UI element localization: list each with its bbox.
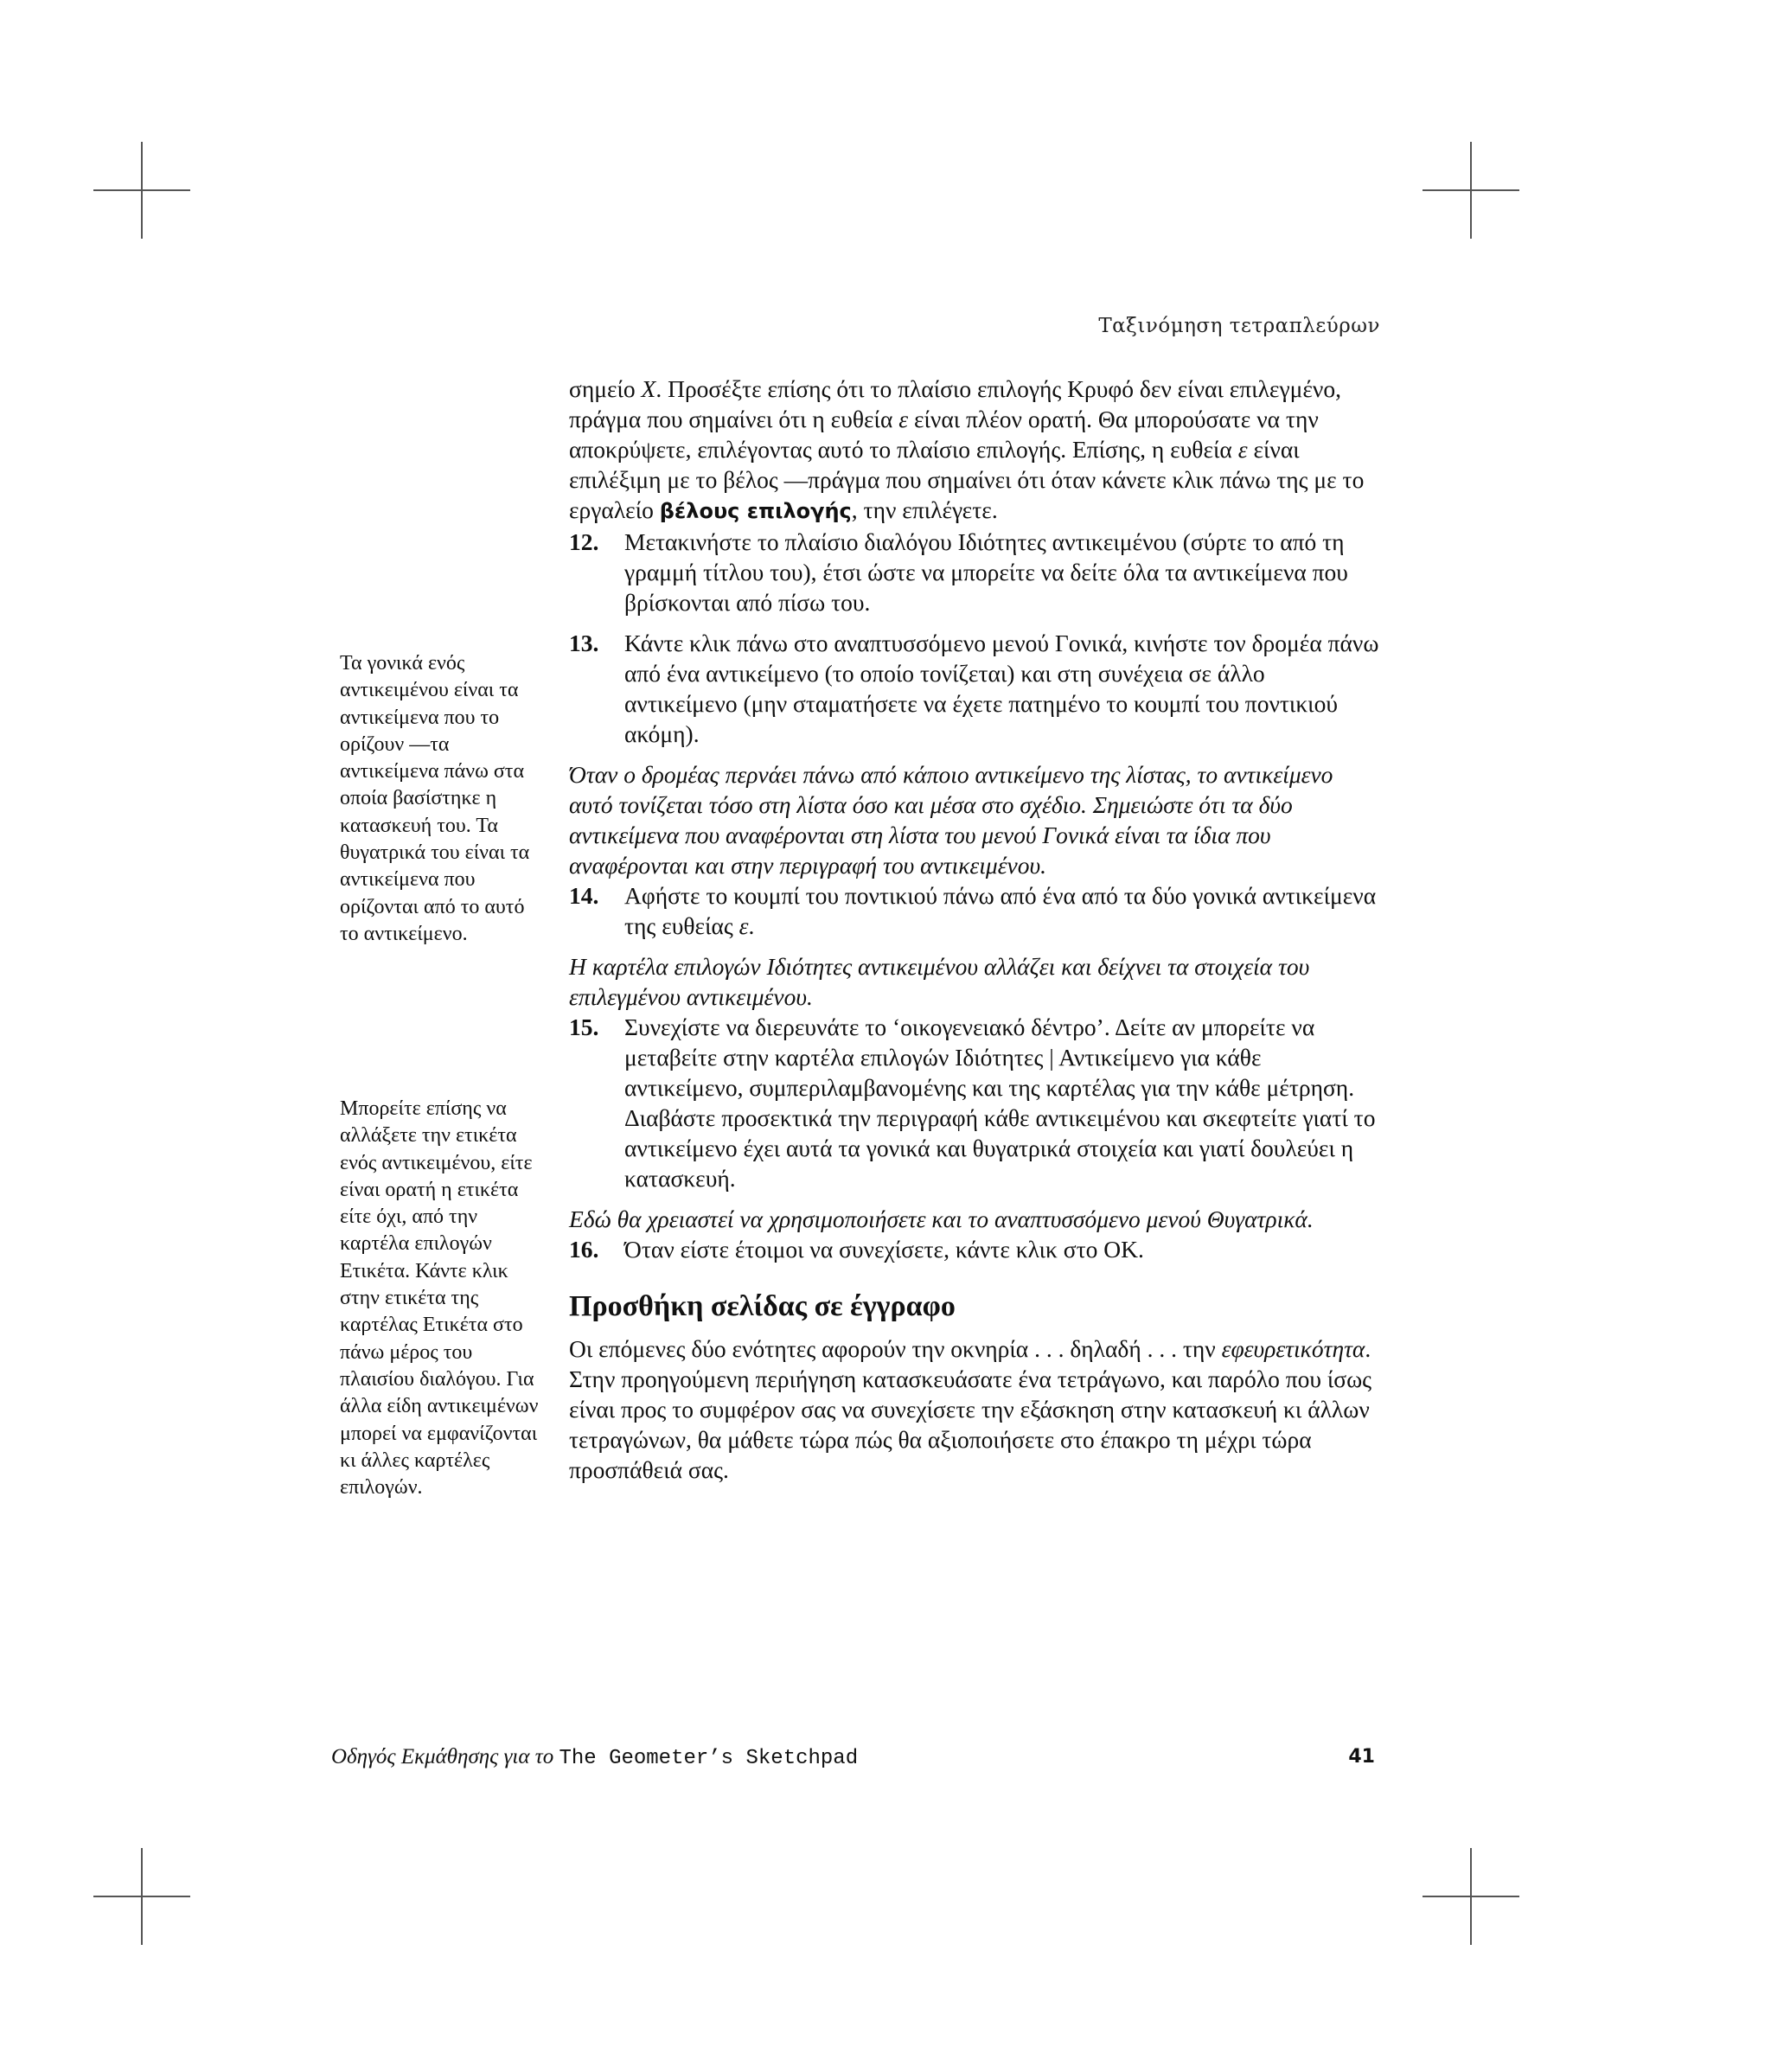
step-15 (569, 1012, 1382, 1193)
emphasis-text: εφευρετικότητα (1221, 1335, 1365, 1362)
intro-text: . Προσέξτε επίσης ότι το πλαίσιο επιλογής Κρυφό δεν είναι επιλεγμένο, πράγμα που σημαίνει ότι η ευθεία (569, 375, 1341, 432)
point-label: X (641, 375, 656, 402)
step-14 (569, 880, 1382, 941)
page-number: 41 (1348, 1746, 1375, 1768)
paragraph-text: Οι επόμενες δύο ενότητες αφορούν την οκνηρία . . . δηλαδή . . . την (569, 1335, 1222, 1362)
step-text-part: . (748, 912, 755, 939)
step-13 (569, 628, 1382, 749)
step-number: 16. (569, 1236, 599, 1263)
crop-mark (1470, 1848, 1472, 1945)
margin-note: Τα γονικά ενός αντικειμένου είναι τα αντικείμενα που το ορίζουν —τα αντικείμενα πάνω στα οποία βασίστηκε η κατασκευή του. Τα θυγατρικά του είναι τα αντικείμενα που ορίζονται από το αυτό το αντικείμενο. (340, 652, 530, 945)
step-text-part: Αφήστε το κουμπί του ποντικιού πάνω από ένα από τα δύο γονικά αντικείμενα της ευθείας (624, 882, 1377, 939)
crop-mark (141, 1848, 143, 1945)
step-12 (569, 527, 1382, 617)
step-number: 15. (569, 1014, 599, 1040)
intro-text: , την επιλέγετε. (851, 496, 998, 523)
tool-name: βέλους επιλογής (659, 499, 852, 523)
footer-title (331, 1745, 858, 1770)
step-number: 12. (569, 528, 599, 555)
step-text: Κάντε κλικ πάνω στο αναπτυσσόμενο μενού Γονικά, κινήστε τον δρομέα πάνω από ένα αντικείμενο (το οποίο τονίζεται) και στη συνέχεια σε άλλο αντικείμενο (μην σταματήσετε να έχετε πατημένο το κουμπί του ποντικιού ακόμη). (624, 630, 1379, 747)
section-heading: Προσθήκη σελίδας σε έγγραφο (569, 1290, 956, 1322)
step-number: 14. (569, 882, 599, 909)
running-head: Ταξινόμηση τετραπλεύρων (1098, 315, 1380, 337)
intro-text: σημείο (569, 375, 642, 402)
step-text: Συνεχίστε να διερευνάτε το ‘οικογενειακό δέντρο’. Δείτε αν μπορείτε να μεταβείτε στην καρτέλα επιλογών Ιδιότητες | Αντικείμενο για κάθε αντικείμενο, συμπεριλαμβανομένης και της καρτέλας για την κάθε μέτρηση. Διαβάστε προσεκτικά την περιγραφή κάθε αντικειμένου και σκεφτείτε γιατί το αντικείμενο έχει αυτά τα γονικά και θυγατρικά στοιχεία και γιατί δουλεύει η κατασκευή. (624, 1014, 1376, 1192)
step-text: Όταν είστε έτοιμοι να συνεχίσετε, κάντε κλικ στο OK. (624, 1236, 1144, 1263)
step-13-note: Όταν ο δρομέας περνάει πάνω από κάποιο αντικείμενο της λίστας, το αντικείμενο αυτό τονίζεται τόσο στη λίστα όσο και μέσα στο σχέδιο. Σημειώστε ότι τα δύο αντικείμενα που αναφέρονται στη λίστα του μενού Γονικά είναι τα ίδια που αναφέρονται και στην περιγραφή του αντικειμένου. (569, 761, 1333, 879)
section-paragraph (569, 1333, 1382, 1485)
paragraph-text: . Στην προηγούμενη περιήγηση κατασκευάσατε ένα τετράγωνο, και παρόλο που ίσως είναι προς το συμφέρον σας να συνεχίσετε την εξάσκηση στην κατασκευή κι άλλων τετραγώνων, θα μάθετε τώρα πώς θα αξιοποιήσετε στο έπακρο τη μέχρι τώρα προσπάθειά σας. (569, 1335, 1372, 1483)
footer-title-text: Οδηγός Εκμάθησης για το (331, 1745, 559, 1768)
main-column (569, 374, 1382, 1485)
footer-product-name: The Geometer’s Sketchpad (559, 1747, 859, 1770)
line-label: ε (1237, 436, 1248, 463)
line-label: ε (738, 912, 749, 939)
intro-paragraph (569, 374, 1382, 527)
intro-text: είναι επιλέξιμη με το βέλος —πράγμα που σημαίνει ότι όταν κάνετε κλικ πάνω της με το εργαλείο (569, 436, 1365, 523)
margin-note: Μπορείτε επίσης να αλλάξετε την ετικέτα ενός αντικειμένου, είτε είναι ορατή η ετικέτα είτε όχι, από την καρτέλα επιλογών Ετικέτα. Κάντε κλικ στην ετικέτα της καρτέλας Ετικέτα στο πάνω μέρος του πλαισίου διαλόγου. Για άλλα είδη αντικειμένων μπορεί να εμφανίζονται κι άλλες καρτέλες επιλογών. (340, 1097, 539, 1500)
step-number: 13. (569, 630, 599, 656)
step-14-note: Η καρτέλα επιλογών Ιδιότητες αντικειμένου αλλάζει και δείχνει τα στοιχεία του επιλεγμένου αντικειμένου. (569, 953, 1310, 1010)
line-label: ε (898, 406, 909, 432)
step-15-note: Εδώ θα χρειαστεί να χρησιμοποιήσετε και το αναπτυσσόμενο μενού Θυγατρικά. (569, 1205, 1314, 1232)
step-16 (569, 1234, 1382, 1264)
step-text (624, 880, 1382, 941)
crop-mark (1470, 142, 1472, 239)
intro-text: είναι πλέον ορατή. Θα μπορούσατε να την αποκρύψετε, επιλέγοντας αυτό το πλαίσιο επιλογής. Επίσης, η ευθεία (569, 406, 1319, 463)
step-text: Μετακινήστε το πλαίσιο διαλόγου Ιδιότητες αντικειμένου (σύρτε το από τη γραμμή τίτλου του), έτσι ώστε να μπορείτε να δείτε όλα τα αντικείμενα που βρίσκονται από πίσω του. (624, 528, 1348, 616)
crop-mark (141, 142, 143, 239)
